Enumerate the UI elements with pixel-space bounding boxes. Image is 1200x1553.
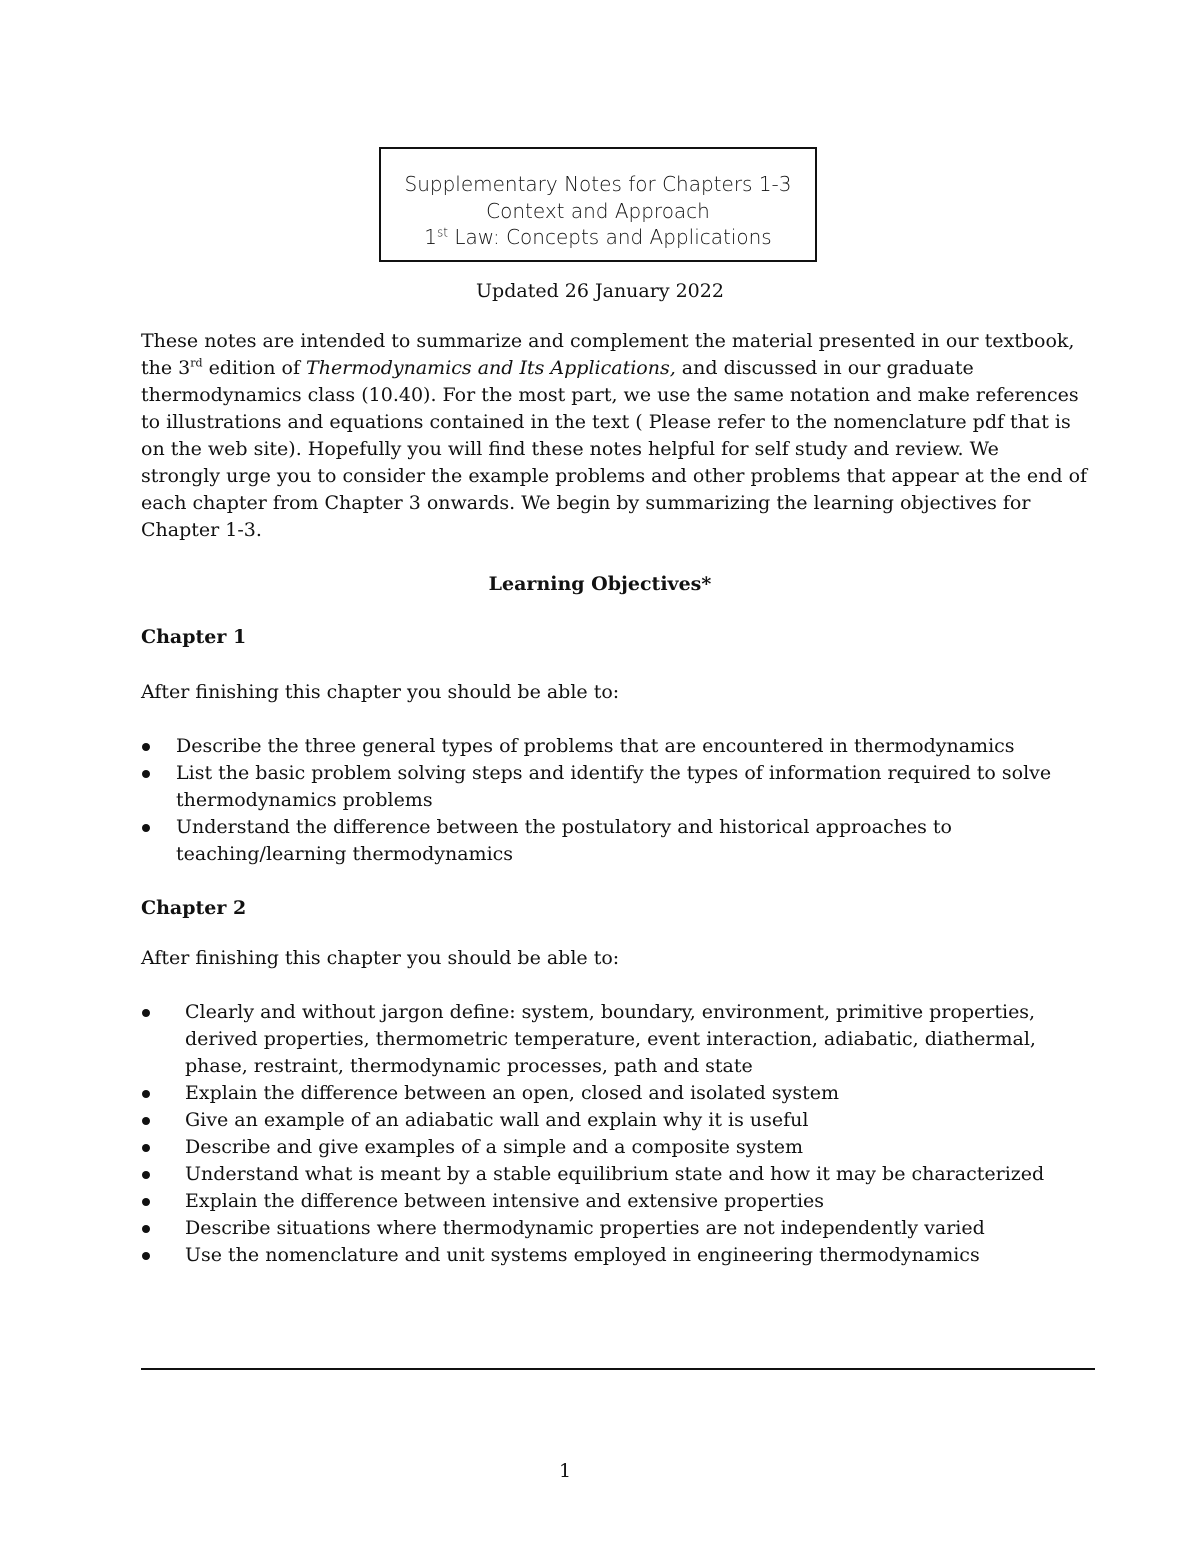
objective-item (141, 760, 1051, 814)
intro-line: thermodynamics class (10.40). For the most part, we use the same notation and make references (141, 384, 1079, 406)
intro-sup: rd (190, 356, 203, 370)
book-title: Thermodynamics and Its Applications, (306, 357, 676, 379)
chapter-2-objectives (141, 999, 1044, 1269)
bullet-icon (142, 1144, 150, 1152)
intro-line: each chapter from Chapter 3 onwards. We begin by summarizing the learning objectives for (141, 492, 1031, 514)
intro-line (141, 355, 1061, 382)
bullet-icon (142, 1225, 150, 1233)
chapter-2-heading: Chapter 2 (141, 897, 247, 919)
objective-text: teaching/learning thermodynamics (176, 843, 514, 865)
page-number: 1 (558, 1460, 572, 1482)
intro-line: on the web site). Hopefully you will find these notes helpful for self study and review. We (141, 438, 999, 460)
objective-text: Understand what is meant by a stable equilibrium state and how it may be characterized (185, 1163, 1045, 1185)
bullet-icon (142, 1252, 150, 1260)
objective-text: Describe and give examples of a simple and a composite system (185, 1136, 804, 1158)
objective-text: derived properties, thermometric temperature, event interaction, adiabatic, diathermal, (185, 1028, 1036, 1050)
intro-text: and discussed in our graduate (675, 357, 974, 379)
title-line-3-rest: Law: Concepts and Applications (447, 225, 772, 249)
bullet-icon (142, 770, 150, 778)
learning-objectives-heading: Learning Objectives* (488, 573, 712, 595)
chapter-2-intro: After finishing this chapter you should be able to: (141, 947, 620, 969)
objective-item (141, 733, 1051, 760)
objective-item (141, 1134, 1044, 1161)
objective-text: Describe situations where thermodynamic properties are not independently varied (185, 1217, 985, 1239)
objective-item (141, 999, 1044, 1080)
objective-text: Clearly and without jargon define: system, boundary, environment, primitive properties, (185, 1001, 1036, 1023)
intro-line: to illustrations and equations contained in the text ( Please refer to the nomenclature pdf that is (141, 411, 1071, 433)
intro-line: Chapter 1-3. (141, 519, 262, 541)
chapter-1-objectives (141, 733, 1051, 868)
objective-item (141, 814, 1051, 868)
bullet-icon (142, 824, 150, 832)
bullet-icon (142, 1009, 150, 1017)
objective-text: thermodynamics problems (176, 789, 433, 811)
bullet-icon (142, 1171, 150, 1179)
intro-line: These notes are intended to summarize and complement the material presented in our textbook, (141, 330, 1075, 352)
objective-text: List the basic problem solving steps and identify the types of information required to solve (176, 762, 1052, 784)
objective-item (141, 1161, 1044, 1188)
intro-text: edition of (202, 357, 307, 379)
objective-text: Give an example of an adiabatic wall and explain why it is useful (185, 1109, 809, 1131)
objective-item (141, 1107, 1044, 1134)
objective-text: Understand the difference between the postulatory and historical approaches to (176, 816, 952, 838)
title-line-3 (381, 224, 815, 251)
objective-item (141, 1188, 1044, 1215)
objective-item (141, 1242, 1044, 1269)
objective-text: Explain the difference between an open, closed and isolated system (185, 1082, 839, 1104)
title-line-3-prefix: 1 (424, 225, 437, 249)
title-box (379, 147, 817, 262)
updated-date: Updated 26 January 2022 (476, 280, 724, 302)
objective-item (141, 1215, 1044, 1242)
intro-line: strongly urge you to consider the example problems and other problems that appear at the end of (141, 465, 1088, 487)
bullet-icon (142, 743, 150, 751)
footer-divider (141, 1368, 1095, 1370)
title-line-2: Context and Approach (486, 198, 710, 223)
objective-item (141, 1080, 1044, 1107)
objective-text: Describe the three general types of problems that are encountered in thermodynamics (176, 735, 1015, 757)
objective-text: phase, restraint, thermodynamic processes, path and state (185, 1055, 753, 1077)
objective-text: Use the nomenclature and unit systems employed in engineering thermodynamics (185, 1244, 980, 1266)
objective-text: Explain the difference between intensive and extensive properties (185, 1190, 825, 1212)
intro-paragraph (141, 328, 1088, 544)
bullet-icon (142, 1198, 150, 1206)
intro-text: the 3 (141, 357, 191, 379)
title-line-3-sup: st (437, 225, 448, 240)
chapter-1-intro: After finishing this chapter you should be able to: (141, 681, 620, 703)
title-line-1: Supplementary Notes for Chapters 1-3 (404, 172, 792, 196)
chapter-1-heading: Chapter 1 (141, 626, 247, 648)
bullet-icon (142, 1117, 150, 1125)
bullet-icon (142, 1090, 150, 1098)
